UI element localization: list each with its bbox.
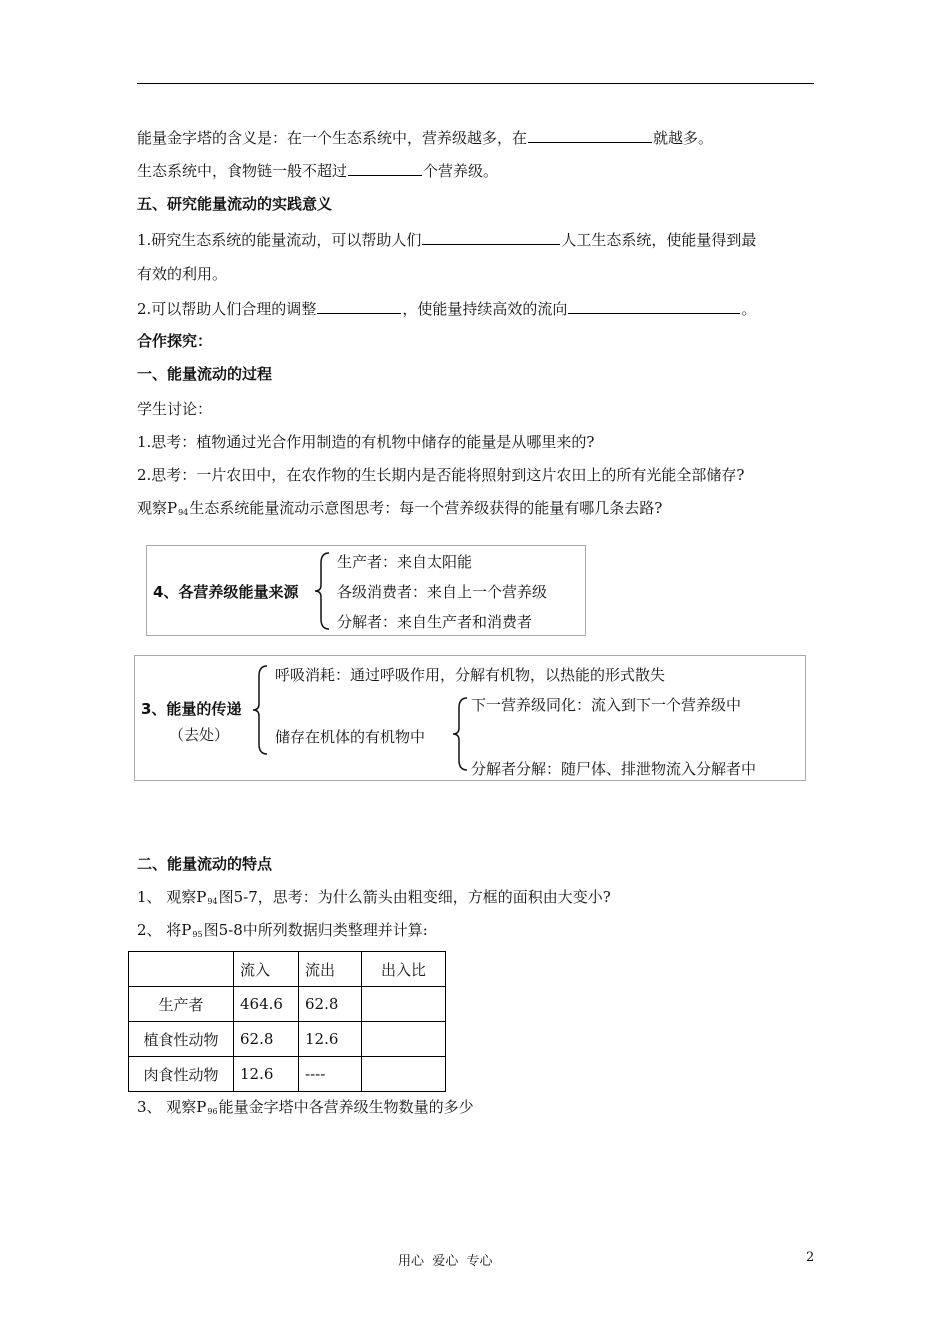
text: 能量金字塔的含义是：在一个生态系统中，营养级越多，在 <box>137 129 528 147</box>
header-rule <box>137 83 814 84</box>
table-row <box>129 1022 446 1057</box>
text: 观察P <box>137 499 178 517</box>
table-cell: 464.6 <box>234 987 299 1022</box>
text: 1.研究生态系统的能量流动，可以帮助人们 <box>137 231 422 249</box>
question-3 <box>137 498 662 523</box>
fill-blank[interactable] <box>317 298 401 314</box>
section-2-heading: 二、能量流动的特点 <box>137 855 273 873</box>
table-header-row <box>129 952 446 987</box>
source-consumer: 各级消费者：来自上一个营养级 <box>337 583 548 601</box>
section-1-heading: 一、能量流动的过程 <box>137 365 273 383</box>
pyramid-meaning-line <box>137 127 713 148</box>
sub-decomposer: 分解者分解：随尸体、排泄物流入分解者中 <box>471 760 757 778</box>
text: 。 <box>741 300 757 318</box>
text: 人工生态系统，使能量得到最 <box>561 231 757 249</box>
fill-blank[interactable] <box>422 229 560 245</box>
table-cell: 62.8 <box>299 987 362 1022</box>
energy-flow-table <box>128 951 446 1092</box>
text: 3、 观察P <box>137 1098 207 1116</box>
branch-respiration: 呼吸消耗：通过呼吸作用，分解有机物，以热能的形式散失 <box>275 666 666 684</box>
table-cell: 流出 <box>299 952 362 987</box>
diagram-title: 3、能量的传递 <box>141 700 242 718</box>
point-1-line <box>137 229 756 250</box>
text: 图5-8中所列数据归类整理并计算: <box>203 921 428 939</box>
energy-transfer-diagram <box>134 655 806 781</box>
fill-blank[interactable] <box>528 127 652 143</box>
footer-motto: 用心 爱心 专心 <box>398 1254 493 1269</box>
ratio-input-cell[interactable] <box>362 987 446 1022</box>
table-cell: 12.6 <box>234 1057 299 1092</box>
point-2-line <box>137 298 756 319</box>
table-cell: 肉食性动物 <box>129 1057 234 1092</box>
table-cell: 62.8 <box>234 1022 299 1057</box>
text: 1、 观察P <box>137 888 207 906</box>
text: 生态系统中，食物链一般不超过 <box>137 162 348 180</box>
fill-blank[interactable] <box>568 298 740 314</box>
discussion-label: 学生讨论： <box>137 400 213 418</box>
table-cell: 流入 <box>234 952 299 987</box>
text: 个营养级。 <box>423 162 499 180</box>
brace-icon <box>451 696 471 772</box>
text: 2、 将P <box>137 921 192 939</box>
step-1 <box>137 887 611 912</box>
table-cell <box>129 952 234 987</box>
point-1-continuation: 有效的利用。 <box>137 265 228 283</box>
page-subscript: 94 <box>178 508 189 517</box>
table-cell: ---- <box>299 1057 362 1092</box>
fill-blank[interactable] <box>348 160 422 176</box>
step-3 <box>137 1097 474 1122</box>
table-cell: 生产者 <box>129 987 234 1022</box>
section-5-heading: 五、研究能量流动的实践意义 <box>137 195 333 213</box>
text: 图5-7，思考：为什么箭头由粗变细，方框的面积由大变小? <box>218 888 611 906</box>
table-cell: 植食性动物 <box>129 1022 234 1057</box>
food-chain-line <box>137 160 498 181</box>
table-row <box>129 1057 446 1092</box>
table-row <box>129 987 446 1022</box>
diagram-title: 4、各营养级能量来源 <box>153 583 299 601</box>
energy-source-diagram <box>146 545 586 636</box>
text: ，使能量持续高效的流向 <box>402 300 568 318</box>
page-subscript: 95 <box>192 930 203 939</box>
brace-icon <box>313 551 333 631</box>
text: 生态系统能量流动示意图思考：每一个营养级获得的能量有哪几条去路? <box>189 499 663 517</box>
page-subscript: 94 <box>207 897 218 906</box>
source-decomposer: 分解者：来自生产者和消费者 <box>337 613 533 631</box>
step-2 <box>137 920 428 945</box>
sub-next-level: 下一营养级同化：流入到下一个营养级中 <box>471 696 742 714</box>
ratio-input-cell[interactable] <box>362 1022 446 1057</box>
page-subscript: 96 <box>207 1107 218 1116</box>
text: 能量金字塔中各营养级生物数量的多少 <box>218 1098 474 1116</box>
source-producer: 生产者：来自太阳能 <box>337 553 473 571</box>
table-cell: 12.6 <box>299 1022 362 1057</box>
table-cell: 出入比 <box>362 952 446 987</box>
question-1: 1.思考：植物通过光合作用制造的有机物中储存的能量是从哪里来的? <box>137 433 595 451</box>
text: 就越多。 <box>653 129 714 147</box>
ratio-input-cell[interactable] <box>362 1057 446 1092</box>
text: 2.可以帮助人们合理的调整 <box>137 300 317 318</box>
brace-icon <box>251 664 271 756</box>
diagram-subtitle: （去处） <box>169 726 230 744</box>
question-2: 2.思考：一片农田中，在农作物的生长期内是否能将照射到这片农田上的所有光能全部储存? <box>137 466 745 484</box>
page-number: 2 <box>806 1250 815 1265</box>
cooperative-heading: 合作探究： <box>137 332 213 350</box>
branch-storage: 储存在机体的有机物中 <box>275 728 426 746</box>
